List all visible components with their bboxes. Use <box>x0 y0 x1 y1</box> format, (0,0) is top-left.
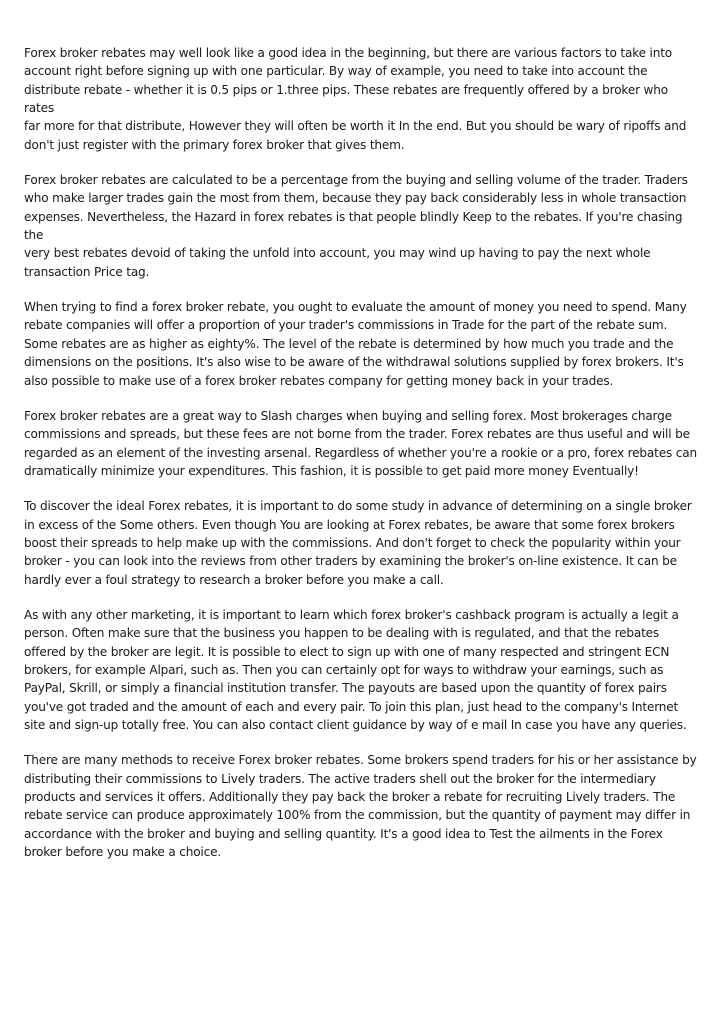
paragraph: Forex broker rebates may well look like a good idea in the beginning, but there are various factors to take into account right before signing up with one particular. By way of example, you need to take into account the distribute rebate - whether it is 0.5 pips or 1.three pips. These rebates are frequently offered by a broker who rates far more for that distribute, However they will often be worth it In the end. But you should be wary of ripoffs and don't just register with the primary forex broker that gives them. <box>24 46 687 152</box>
paragraph: Forex broker rebates are calculated to be a percentage from the buying and selling volume of the trader. Traders who make larger trades gain the most from them, because they pay back considerably less in whole transaction expenses. Nevertheless, the Hazard in forex rebates is that people blindly Keep to the rebates. If you're chasing the very best rebates devoid of taking the unfold into account, you may wind up having to pay the next whole transaction Price tag. <box>24 173 688 279</box>
paragraph: As with any other marketing, it is important to learn which forex broker's cashback program is actually a legit a person. Often make sure that the business you happen to be dealing with is regulated, and that the rebates offered by the broker are legit. It is possible to elect to sign up with one of many respected and stringent ECN brokers, for example Alpari, such as. Then you can certainly opt for ways to withdraw your earnings, such as PayPal, Skrill, or simply a financial institution transfer. The payouts are based upon the quantity of forex pairs you've got traded and the amount of each and every pair. To join this plan, just head to the company's Internet site and sign-up totally free. You can also contact client guidance by way of e mail In case you have any queries. <box>24 607 687 732</box>
paragraph: Forex broker rebates are a great way to Slash charges when buying and selling forex. Most brokerages charge commissions and spreads, but these fees are not borne from the trader. Forex rebates are thus useful and will be regarded as an element of the investing arsenal. Regardless of whether you're a rookie or a pro, forex rebates can dramatically minimize your expenditures. This fashion, it is possible to get paid more money Eventually! <box>24 408 697 478</box>
document-body <box>24 44 700 878</box>
paragraph: There are many methods to receive Forex broker rebates. Some brokers spend traders for his or her assistance by distributing their commissions to Lively traders. The active traders shell out the broker for the intermediary products and services it offers. Additionally they pay back the broker a rebate for recruiting Lively traders. The rebate service can produce approximately 100% from the commission, but the quantity of payment may differ in accordance with the broker and buying and selling quantity. It's a good idea to Test the ailments in the Forex broker before you make a choice. <box>24 753 697 860</box>
paragraph: To discover the ideal Forex rebates, it is important to do some study in advance of determining on a single broker in excess of the Some others. Even though You are looking at Forex rebates, be aware that some forex brokers boost their spreads to help make up with the commissions. And don't forget to check the popularity within your broker - you can look into the reviews from other traders by examining the broker's on-line existence. It can be hardly ever a foul strategy to research a broker before you make a call. <box>24 499 692 587</box>
paragraph: When trying to find a forex broker rebate, you ought to evaluate the amount of money you need to spend. Many rebate companies will offer a proportion of your trader's commissions in Trade for the part of the rebate sum. Some rebates are as higher as eighty%. The level of the rebate is determined by how much you trade and the dimensions on the positions. It's also wise to be aware of the withdrawal solutions supplied by forex brokers. It's also possible to make use of a forex broker rebates company for getting money back in your trades. <box>24 300 687 388</box>
